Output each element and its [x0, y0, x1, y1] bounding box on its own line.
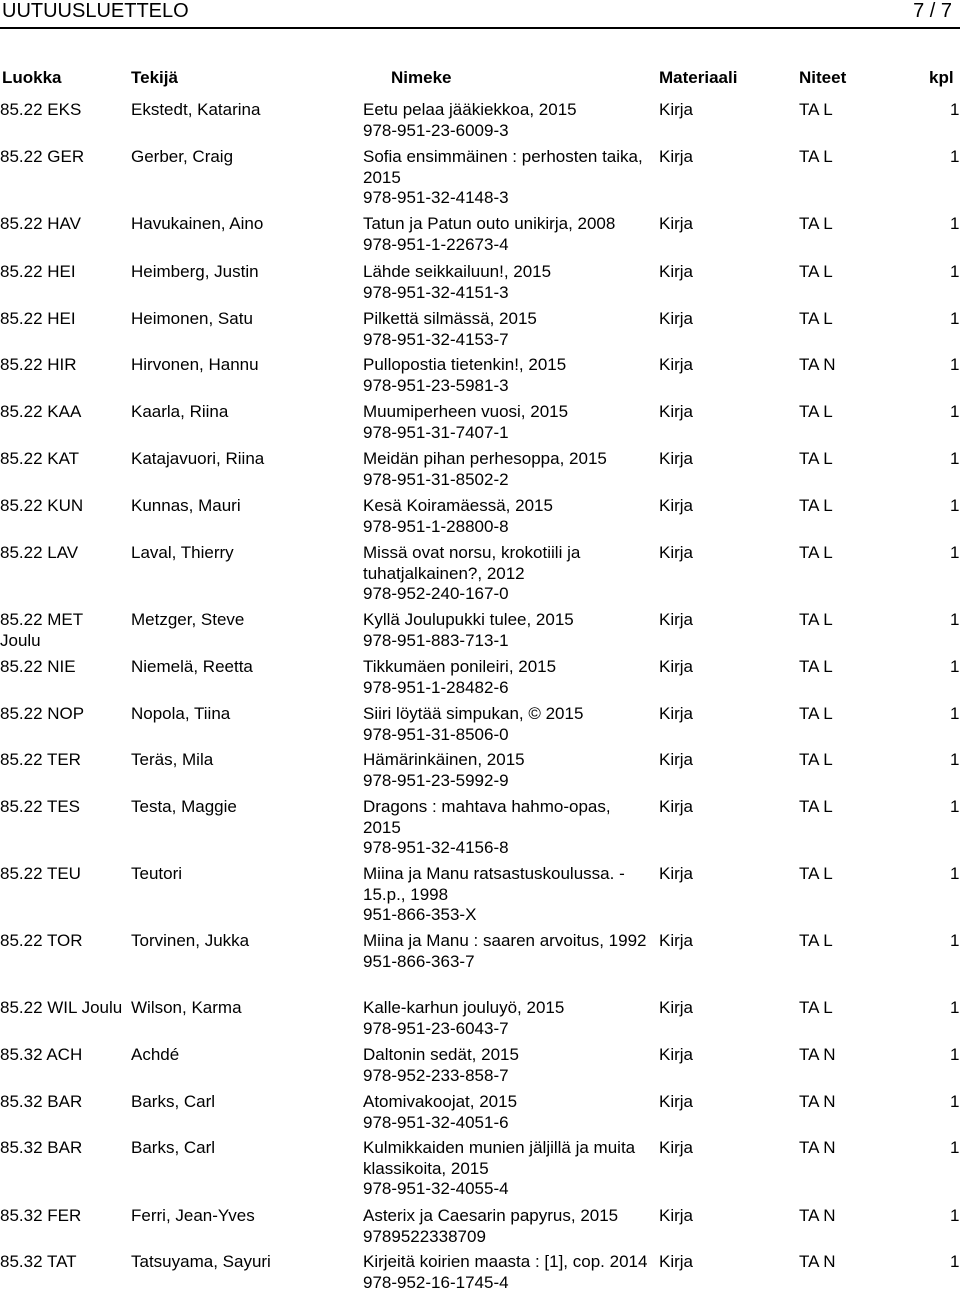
cell-nimeke	[363, 864, 653, 926]
isbn-text: 978-951-32-4151-3	[363, 282, 509, 302]
cell-tekija: Laval, Thierry	[131, 543, 234, 562]
title-text: Hämärinkäinen, 2015	[363, 750, 525, 769]
cell-kpl: 1	[950, 214, 960, 233]
title-text: Miina ja Manu ratsastuskoulussa. - 15.p., 1998	[363, 864, 625, 904]
isbn-text: 978-951-1-22673-4	[363, 234, 509, 254]
cell-materiaali: Kirja	[659, 214, 694, 233]
cell-tekija: Torvinen, Jukka	[131, 931, 250, 950]
cell-tekija: Barks, Carl	[131, 1092, 216, 1111]
isbn-text: 978-951-23-5981-3	[363, 375, 509, 395]
cell-niteet: TA N	[799, 1092, 836, 1111]
cell-niteet: TA N	[799, 1138, 836, 1157]
cell-luokka: 85.22 HEI	[0, 262, 76, 281]
cell-niteet: TA L	[799, 402, 833, 421]
title-text: Siiri löytää simpukan, © 2015	[363, 704, 584, 723]
col-niteet: Niteet	[799, 68, 847, 87]
cell-tekija: Heimonen, Satu	[131, 309, 253, 328]
cell-luokka: 85.22 LAV	[0, 543, 79, 562]
cell-tekija: Niemelä, Reetta	[131, 657, 253, 676]
isbn-text: 978-951-1-28800-8	[363, 516, 509, 536]
cell-nimeke	[363, 931, 653, 972]
cell-nimeke	[363, 610, 653, 651]
cell-kpl: 1	[950, 309, 960, 328]
cell-kpl: 1	[950, 543, 960, 562]
cell-kpl: 1	[950, 704, 960, 723]
cell-luokka: 85.32 BAR	[0, 1092, 83, 1111]
cell-kpl: 1	[950, 449, 960, 468]
cell-niteet: TA L	[799, 657, 833, 676]
isbn-text: 9789522338709	[363, 1226, 486, 1246]
isbn-text: 978-952-16-1745-4	[363, 1272, 509, 1292]
col-tekija: Tekijä	[131, 68, 178, 87]
cell-tekija: Katajavuori, Riina	[131, 449, 265, 468]
cell-nimeke	[363, 1206, 653, 1247]
cell-kpl: 1	[950, 1045, 960, 1064]
cell-luokka: 85.22 NIE	[0, 657, 76, 676]
cell-luokka: 85.32 ACH	[0, 1045, 83, 1064]
cell-materiaali: Kirja	[659, 1252, 694, 1271]
col-nimeke: Nimeke	[391, 68, 452, 87]
cell-tekija: Teutori	[131, 864, 183, 883]
cell-luokka: 85.22 HIR	[0, 355, 77, 374]
cell-luokka: 85.22 TER	[0, 750, 81, 769]
col-materiaali: Materiaali	[659, 68, 738, 87]
cell-nimeke	[363, 1092, 653, 1133]
cell-nimeke	[363, 1045, 653, 1086]
cell-luokka: 85.22 KAA	[0, 402, 82, 421]
cell-tekija: Wilson, Karma	[131, 998, 242, 1017]
cell-tekija: Nopola, Tiina	[131, 704, 231, 723]
isbn-text: 978-951-32-4156-8	[363, 838, 509, 857]
cell-nimeke	[363, 1252, 653, 1293]
cell-nimeke	[363, 309, 653, 350]
cell-luokka: 85.32 BAR	[0, 1138, 83, 1157]
isbn-text: 978-951-32-4148-3	[363, 188, 509, 207]
cell-nimeke	[363, 449, 653, 490]
cell-niteet: TA L	[799, 147, 833, 166]
isbn-text: 978-951-23-6043-7	[363, 1018, 509, 1038]
cell-materiaali: Kirja	[659, 864, 694, 883]
cell-nimeke	[363, 657, 653, 698]
cell-nimeke	[363, 402, 653, 443]
cell-tekija: Achdé	[131, 1045, 180, 1064]
title-text: Kesä Koiramäessä, 2015	[363, 496, 553, 515]
title-text: Kulmikkaiden munien jäljillä ja muita klassikoita, 2015	[363, 1138, 636, 1178]
cell-luokka: 85.22 EKS	[0, 100, 82, 119]
cell-materiaali: Kirja	[659, 657, 694, 676]
cell-luokka: 85.22 TOR	[0, 931, 83, 950]
title-text: Lähde seikkailuun!, 2015	[363, 262, 552, 281]
cell-materiaali: Kirja	[659, 543, 694, 562]
cell-kpl: 1	[950, 262, 960, 281]
cell-nimeke	[363, 262, 653, 303]
cell-luokka: 85.22 WIL Joulu	[0, 998, 123, 1017]
header-rule	[0, 27, 960, 29]
cell-tekija: Kaarla, Riina	[131, 402, 229, 421]
cell-luokka: 85.22 NOP	[0, 704, 85, 723]
cell-kpl: 1	[950, 657, 960, 676]
cell-materiaali: Kirja	[659, 309, 694, 328]
cell-niteet: TA L	[799, 704, 833, 723]
cell-niteet: TA L	[799, 449, 833, 468]
cell-niteet: TA N	[799, 1206, 836, 1225]
cell-tekija: Ekstedt, Katarina	[131, 100, 261, 119]
title-text: Tatun ja Patun outo unikirja, 2008	[363, 214, 616, 233]
cell-materiaali: Kirja	[659, 797, 694, 816]
cell-kpl: 1	[950, 1206, 960, 1225]
cell-luokka: 85.22 KUN	[0, 496, 84, 515]
cell-luokka: 85.22 GER	[0, 147, 85, 166]
cell-materiaali: Kirja	[659, 449, 694, 468]
title-text: Eetu pelaa jääkiekkoa, 2015	[363, 100, 577, 119]
cell-tekija: Ferri, Jean-Yves	[131, 1206, 255, 1225]
cell-materiaali: Kirja	[659, 1206, 694, 1225]
cell-materiaali: Kirja	[659, 100, 694, 119]
cell-nimeke	[363, 543, 653, 605]
cell-kpl: 1	[950, 1252, 960, 1271]
cell-niteet: TA L	[799, 797, 833, 816]
cell-luokka: 85.22 TES	[0, 797, 81, 816]
cell-nimeke	[363, 214, 653, 255]
cell-niteet: TA L	[799, 214, 833, 233]
cell-niteet: TA N	[799, 1045, 836, 1064]
title-text: Muumiperheen vuosi, 2015	[363, 402, 569, 421]
cell-luokka: 85.22 MET Joulu	[0, 610, 83, 650]
isbn-text: 978-952-233-858-7	[363, 1065, 509, 1085]
title-text: Kyllä Joulupukki tulee, 2015	[363, 610, 574, 629]
cell-tekija: Hirvonen, Hannu	[131, 355, 259, 374]
cell-tekija: Testa, Maggie	[131, 797, 237, 816]
cell-kpl: 1	[950, 147, 960, 166]
list-title: UUTUUSLUETTELO	[2, 0, 189, 22]
cell-nimeke	[363, 355, 653, 396]
cell-luokka: 85.22 HAV	[0, 214, 81, 233]
cell-tekija: Gerber, Craig	[131, 147, 234, 166]
cell-materiaali: Kirja	[659, 496, 694, 515]
page-header	[0, 0, 960, 24]
cell-niteet: TA N	[799, 355, 836, 374]
cell-tekija: Tatsuyama, Sayuri	[131, 1252, 271, 1271]
cell-niteet: TA L	[799, 309, 833, 328]
isbn-text: 978-952-240-167-0	[363, 584, 509, 603]
title-text: Kirjeitä koirien maasta : [1], cop. 2014	[363, 1252, 648, 1271]
cell-niteet: TA L	[799, 100, 833, 119]
cell-nimeke	[363, 704, 653, 745]
title-text: Kalle-karhun jouluyö, 2015	[363, 998, 565, 1017]
isbn-text: 978-951-31-8502-2	[363, 469, 509, 489]
cell-niteet: TA L	[799, 610, 833, 629]
cell-tekija: Heimberg, Justin	[131, 262, 259, 281]
cell-materiaali: Kirja	[659, 1138, 694, 1157]
cell-materiaali: Kirja	[659, 931, 694, 950]
cell-materiaali: Kirja	[659, 262, 694, 281]
cell-kpl: 1	[950, 1138, 960, 1157]
isbn-text: 978-951-883-713-1	[363, 630, 509, 650]
title-text: Sofia ensimmäinen : perhosten taika, 2015	[363, 147, 643, 187]
cell-kpl: 1	[950, 998, 960, 1017]
cell-kpl: 1	[950, 355, 960, 374]
cell-materiaali: Kirja	[659, 402, 694, 421]
cell-tekija: Kunnas, Mauri	[131, 496, 241, 515]
cell-kpl: 1	[950, 496, 960, 515]
isbn-text: 951-866-363-7	[363, 951, 475, 971]
title-text: Miina ja Manu : saaren arvoitus, 1992	[363, 931, 647, 950]
cell-materiaali: Kirja	[659, 1045, 694, 1064]
title-text: Daltonin sedät, 2015	[363, 1045, 519, 1064]
title-text: Meidän pihan perhesoppa, 2015	[363, 449, 607, 468]
title-text: Missä ovat norsu, krokotiili ja tuhatjalkainen?, 2012	[363, 543, 581, 583]
cell-materiaali: Kirja	[659, 610, 694, 629]
cell-materiaali: Kirja	[659, 1092, 694, 1111]
isbn-text: 978-951-32-4055-4	[363, 1179, 509, 1198]
cell-nimeke	[363, 100, 653, 141]
cell-materiaali: Kirja	[659, 355, 694, 374]
title-text: Pilkettä silmässä, 2015	[363, 309, 537, 328]
cell-luokka: 85.22 TEU	[0, 864, 81, 883]
cell-materiaali: Kirja	[659, 750, 694, 769]
cell-kpl: 1	[950, 610, 960, 629]
cell-nimeke	[363, 1138, 653, 1200]
cell-niteet: TA L	[799, 931, 833, 950]
cell-tekija: Teräs, Mila	[131, 750, 214, 769]
title-text: Asterix ja Caesarin papyrus, 2015	[363, 1206, 619, 1225]
title-text: Atomivakoojat, 2015	[363, 1092, 518, 1111]
cell-nimeke	[363, 797, 653, 859]
isbn-text: 978-951-23-5992-9	[363, 770, 509, 790]
cell-materiaali: Kirja	[659, 147, 694, 166]
cell-luokka: 85.22 HEI	[0, 309, 76, 328]
cell-tekija: Barks, Carl	[131, 1138, 216, 1157]
cell-kpl: 1	[950, 402, 960, 421]
cell-kpl: 1	[950, 1092, 960, 1111]
isbn-text: 978-951-31-7407-1	[363, 422, 509, 442]
isbn-text: 978-951-23-6009-3	[363, 120, 509, 140]
cell-luokka: 85.32 FER	[0, 1206, 82, 1225]
cell-niteet: TA L	[799, 864, 833, 883]
cell-niteet: TA L	[799, 543, 833, 562]
cell-kpl: 1	[950, 100, 960, 119]
cell-luokka: 85.32 TAT	[0, 1252, 77, 1271]
cell-kpl: 1	[950, 864, 960, 883]
cell-niteet: TA L	[799, 496, 833, 515]
cell-nimeke	[363, 496, 653, 537]
cell-nimeke	[363, 147, 653, 209]
page-number: 7 / 7	[913, 0, 952, 22]
title-text: Tikkumäen ponileiri, 2015	[363, 657, 557, 676]
col-luokka: Luokka	[2, 68, 62, 87]
cell-nimeke	[363, 750, 653, 791]
cell-niteet: TA N	[799, 1252, 836, 1271]
isbn-text: 978-951-31-8506-0	[363, 724, 509, 744]
isbn-text: 978-951-32-4051-6	[363, 1112, 509, 1132]
isbn-text: 978-951-1-28482-6	[363, 677, 509, 697]
cell-tekija: Havukainen, Aino	[131, 214, 264, 233]
col-kpl: kpl	[929, 68, 954, 87]
cell-nimeke	[363, 998, 653, 1039]
cell-luokka: 85.22 KAT	[0, 449, 80, 468]
isbn-text: 951-866-353-X	[363, 905, 477, 924]
cell-kpl: 1	[950, 797, 960, 816]
isbn-text: 978-951-32-4153-7	[363, 329, 509, 349]
cell-niteet: TA L	[799, 262, 833, 281]
cell-materiaali: Kirja	[659, 704, 694, 723]
title-text: Pullopostia tietenkin!, 2015	[363, 355, 567, 374]
cell-niteet: TA L	[799, 750, 833, 769]
title-text: Dragons : mahtava hahmo-opas, 2015	[363, 797, 611, 837]
column-headers	[0, 68, 960, 88]
cell-kpl: 1	[950, 931, 960, 950]
cell-kpl: 1	[950, 750, 960, 769]
cell-materiaali: Kirja	[659, 998, 694, 1017]
cell-tekija: Metzger, Steve	[131, 610, 245, 629]
cell-niteet: TA L	[799, 998, 833, 1017]
